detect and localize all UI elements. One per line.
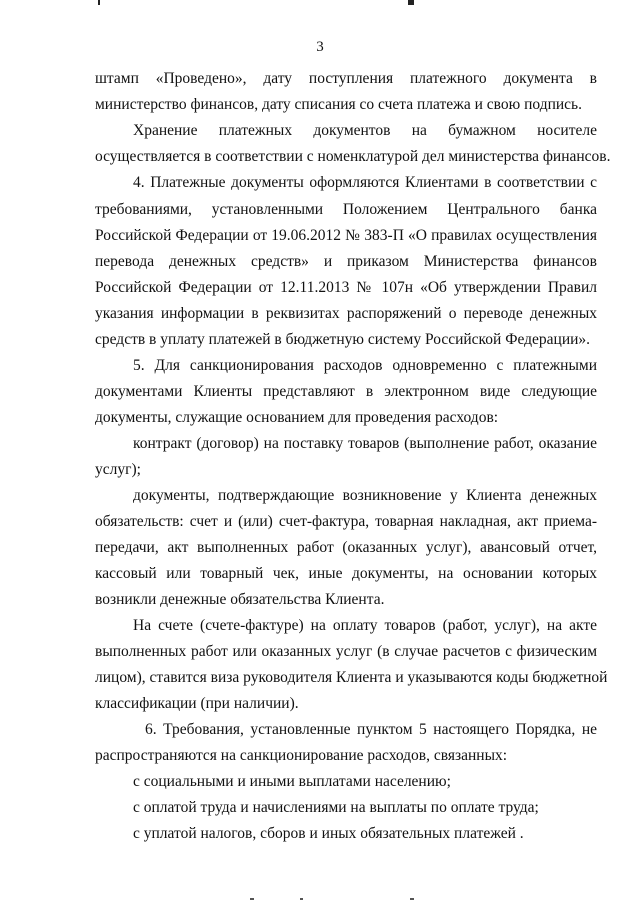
- text-line: документы, подтверждающие возникновение у Клиента денежных: [133, 487, 597, 504]
- text-line: с оплатой труда и начислениями на выплаты по оплате труда;: [133, 799, 539, 816]
- text-line: Российской Федерации от 12.11.2013 № 107н «Об утверждении Правил: [95, 279, 597, 296]
- text-line: классификации (при наличии).: [95, 695, 299, 712]
- text-line: На счете (счете-фактуре) на оплату товаров (работ, услуг), на акте: [133, 617, 597, 634]
- text-line: министерство финансов, дату списания со счета платежа и свою подпись.: [95, 96, 583, 113]
- text-line: передачи, акт выполненных работ (оказанных услуг), авансовый отчет,: [95, 539, 597, 556]
- text-line: указания информации в реквизитах распоряжений о переводе денежных: [95, 305, 597, 322]
- text-line: Российской Федерации от 19.06.2012 № 383-П «О правилах осуществления: [95, 227, 597, 244]
- text-line: контракт (договор) на поставку товаров (выполнение работ, оказание: [133, 435, 597, 452]
- text-line: осуществляется в соответствии с номенклатурой дел министерства финансов.: [95, 148, 611, 165]
- text-line: с социальными и иными выплатами населению;: [133, 773, 451, 790]
- text-line: обязательств: счет и (или) счет-фактура, товарная накладная, акт приема-: [95, 513, 597, 530]
- scan-bottom-mark: [250, 898, 254, 900]
- text-line: документы, служащие основанием для проведения расходов:: [95, 409, 499, 426]
- text-line: средств в уплату платежей в бюджетную систему Российской Федерации».: [95, 331, 591, 348]
- text-line: 5. Для санкционирования расходов одновременно с платежными: [133, 357, 597, 374]
- text-line: с уплатой налогов, сборов и иных обязательных платежей .: [133, 825, 524, 842]
- text-line: 4. Платежные документы оформляются Клиентами в соответствии с: [133, 174, 597, 191]
- text-line: штамп «Проведено», дату поступления платежного документа в: [95, 70, 597, 87]
- text-line: 6. Требования, установленные пунктом 5 настоящего Порядка, не: [145, 721, 597, 738]
- scan-bottom-mark: [410, 898, 414, 900]
- scan-top-mark: [408, 0, 414, 5]
- text-line: требованиями, установленными Положением Центрального банка: [95, 201, 597, 218]
- text-line: возникли денежные обязательства Клиента.: [95, 591, 385, 608]
- text-line: лицом), ставится виза руководителя Клиента и указываются коды бюджетной: [95, 669, 608, 686]
- text-line: распространяются на санкционирование расходов, связанных:: [95, 747, 508, 764]
- page-number: 3: [316, 39, 324, 55]
- text-line: документами Клиенты представляют в электронном виде следующие: [95, 383, 597, 400]
- text-line: услуг);: [95, 461, 141, 478]
- scan-top-mark: [98, 0, 100, 5]
- text-line: кассовый или товарный чек, иные документы, на основании которых: [95, 565, 597, 582]
- scan-bottom-mark: [300, 898, 303, 900]
- text-line: выполненных работ или оказанных услуг (в случае расчетов с физическим: [95, 643, 597, 660]
- text-line: перевода денежных средств» и приказом Министерства финансов: [95, 253, 597, 270]
- text-line: Хранение платежных документов на бумажном носителе: [133, 122, 597, 139]
